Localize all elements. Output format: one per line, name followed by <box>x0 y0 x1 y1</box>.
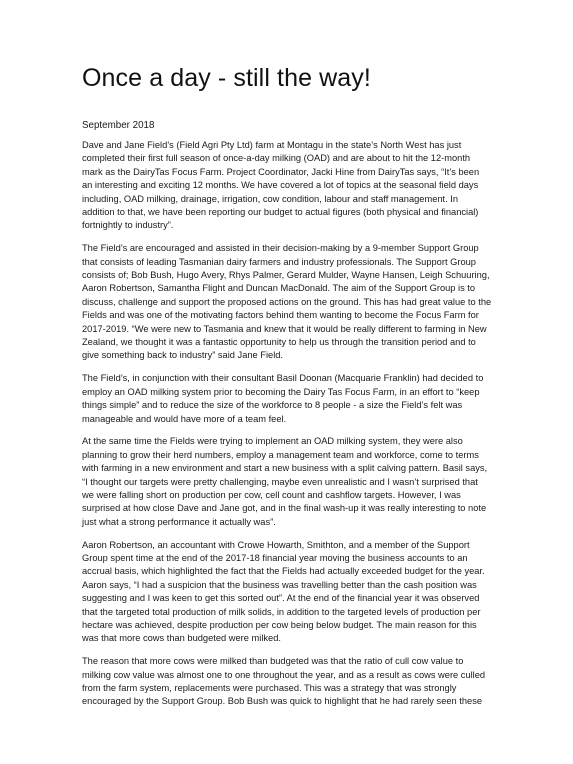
document-title: Once a day - still the way! <box>82 64 371 92</box>
publication-date: September 2018 <box>82 120 155 131</box>
paragraph-1: Dave and Jane Field’s (Field Agri Pty Ltd) farm at Montagu in the state’s North West has just completed their first full season of once-a-day milking (OAD) and are about to hit the 12-month mark as the DairyTas Focus Farm. Project Coordinator, Jacki Hine from DairyTas says, “It’s been an interesting and exciting 12 months. We have covered a lot of topics at the seasonal field days including, OAD milking, drainage, irrigation, cow condition, labour and staff management. In addition to that, we have been reporting our budget to actual figures (both physical and financial) fortnightly to industry”. <box>82 140 480 231</box>
paragraph-5: Aaron Robertson, an accountant with Crowe Howarth, Smithton, and a member of the Support Group spent time at the end of the 2017-18 financial year moving the business accounts to an accrual basis, which highlighted the fact that the Fields had actually exceeded budget for the year. Aaron says, “I had a suspicion that the business was travelling better than the cash position was suggesting and I was keen to get this sorted out”. At the end of the financial year it was observed that the targeted total production of milk solids, in addition to the targeted levels of production per hectare was achieved, despite production per cow being below budget. The main reason for this was that more cows than budgeted were milked. <box>82 539 485 644</box>
paragraph-4: At the same time the Fields were trying to implement an OAD milking system, they were also planning to grow their herd numbers, employ a management team and workforce, come to terms with farming in a new environment and start a new business with a split calving pattern. Basil says, “I thought our targets were pretty challenging, maybe even unrealistic and I wasn’t surprised that we were falling short on production per cow, cell count and cashflow targets. However, I was surprised at how close Dave and Jane got, and in the final wash-up it was really interesting to note just what a strong performance it actually was”. <box>82 436 488 527</box>
paragraph-6: The reason that more cows were milked than budgeted was that the ratio of cull cow value to milking cow value was almost one to one throughout the year, and as a result as cows were culled from the farm system, replacements were purchased. This was a strategy that was strongly encouraged by the Support Group. Bob Bush was quick to highlight that he had rarely seen these <box>82 656 486 707</box>
article-body <box>82 139 492 718</box>
paragraph-2: The Field’s are encouraged and assisted in their decision-making by a 9-member Support Group that consists of leading Tasmanian dairy farmers and industry professionals. The Support Group consists of; Bob Bush, Hugo Avery, Rhys Palmer, Gerard Mulder, Wayne Hansen, Leigh Schuuring, Aaron Robertson, Samantha Flight and Duncan MacDonald. The aim of the Support Group is to discuss, challenge and support the proposed actions on the ground. This has had great value to the Fields and was one of the motivating factors behind them wanting to become the Focus Farm for 2017-2019. “We were new to Tasmania and knew that it would be really different to farming in New Zealand, we thought it was a fantastic opportunity to help us through the transition period and to give something back to industry” said Jane Field. <box>82 243 492 361</box>
paragraph-3: The Field’s, in conjunction with their consultant Basil Doonan (Macquarie Franklin) had decided to employ an OAD milking system prior to becoming the Dairy Tas Focus Farm, in an effort to “keep things simple” and to reduce the size of the workforce to 8 people - a size the Field’s felt was manageable and would have more of a team feel. <box>82 373 484 424</box>
